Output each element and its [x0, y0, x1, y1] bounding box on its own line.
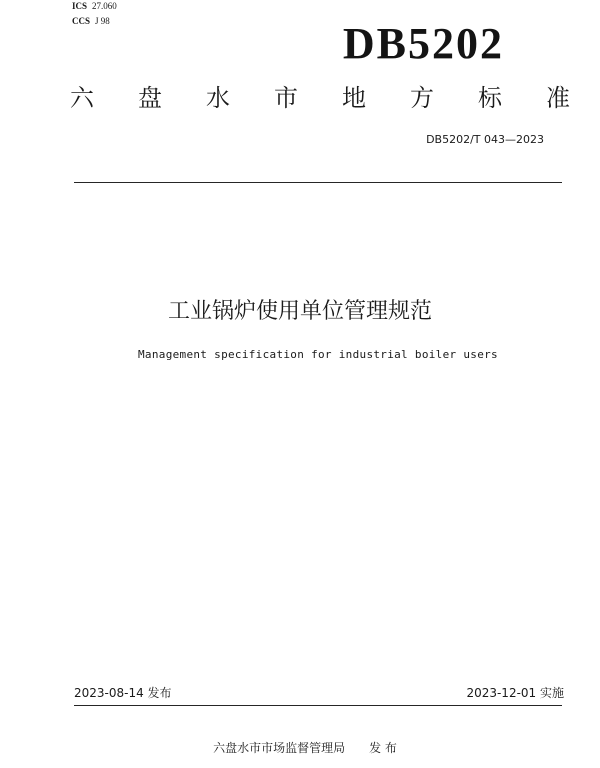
- ccs-classification: [72, 16, 110, 27]
- standard-category-title: [70, 82, 570, 114]
- title-char: 准: [546, 84, 570, 112]
- standard-number: DB5202/T 043—2023: [426, 133, 544, 146]
- issuer-name: 六盘水市市场监督管理局: [213, 741, 346, 755]
- document-title-chinese: 工业锅炉使用单位管理规范: [167, 299, 432, 324]
- issue-word: 发 布: [369, 741, 397, 755]
- implementation-date: 2023-12-01 实施: [466, 686, 564, 700]
- title-char: 市: [274, 84, 298, 112]
- db-code-logo: DB5202: [342, 19, 504, 68]
- ics-label: ICS: [72, 1, 88, 11]
- title-char: 标: [478, 84, 502, 112]
- bottom-divider: [74, 705, 562, 706]
- title-char: 水: [206, 84, 230, 112]
- ccs-value: J 98: [95, 16, 110, 26]
- top-divider: [74, 182, 562, 183]
- title-char: 地: [342, 84, 366, 112]
- ics-value: 27.060: [92, 1, 117, 11]
- title-char: 盘: [138, 84, 162, 112]
- title-char: 六: [70, 84, 94, 112]
- ccs-label: CCS: [72, 16, 91, 26]
- issue-date: 2023-08-14 发布: [74, 686, 172, 700]
- issuing-authority: [0, 740, 600, 756]
- ics-classification: [72, 1, 117, 12]
- document-title-english: Management specification for industrial boiler users: [138, 348, 498, 361]
- title-char: 方: [410, 84, 434, 112]
